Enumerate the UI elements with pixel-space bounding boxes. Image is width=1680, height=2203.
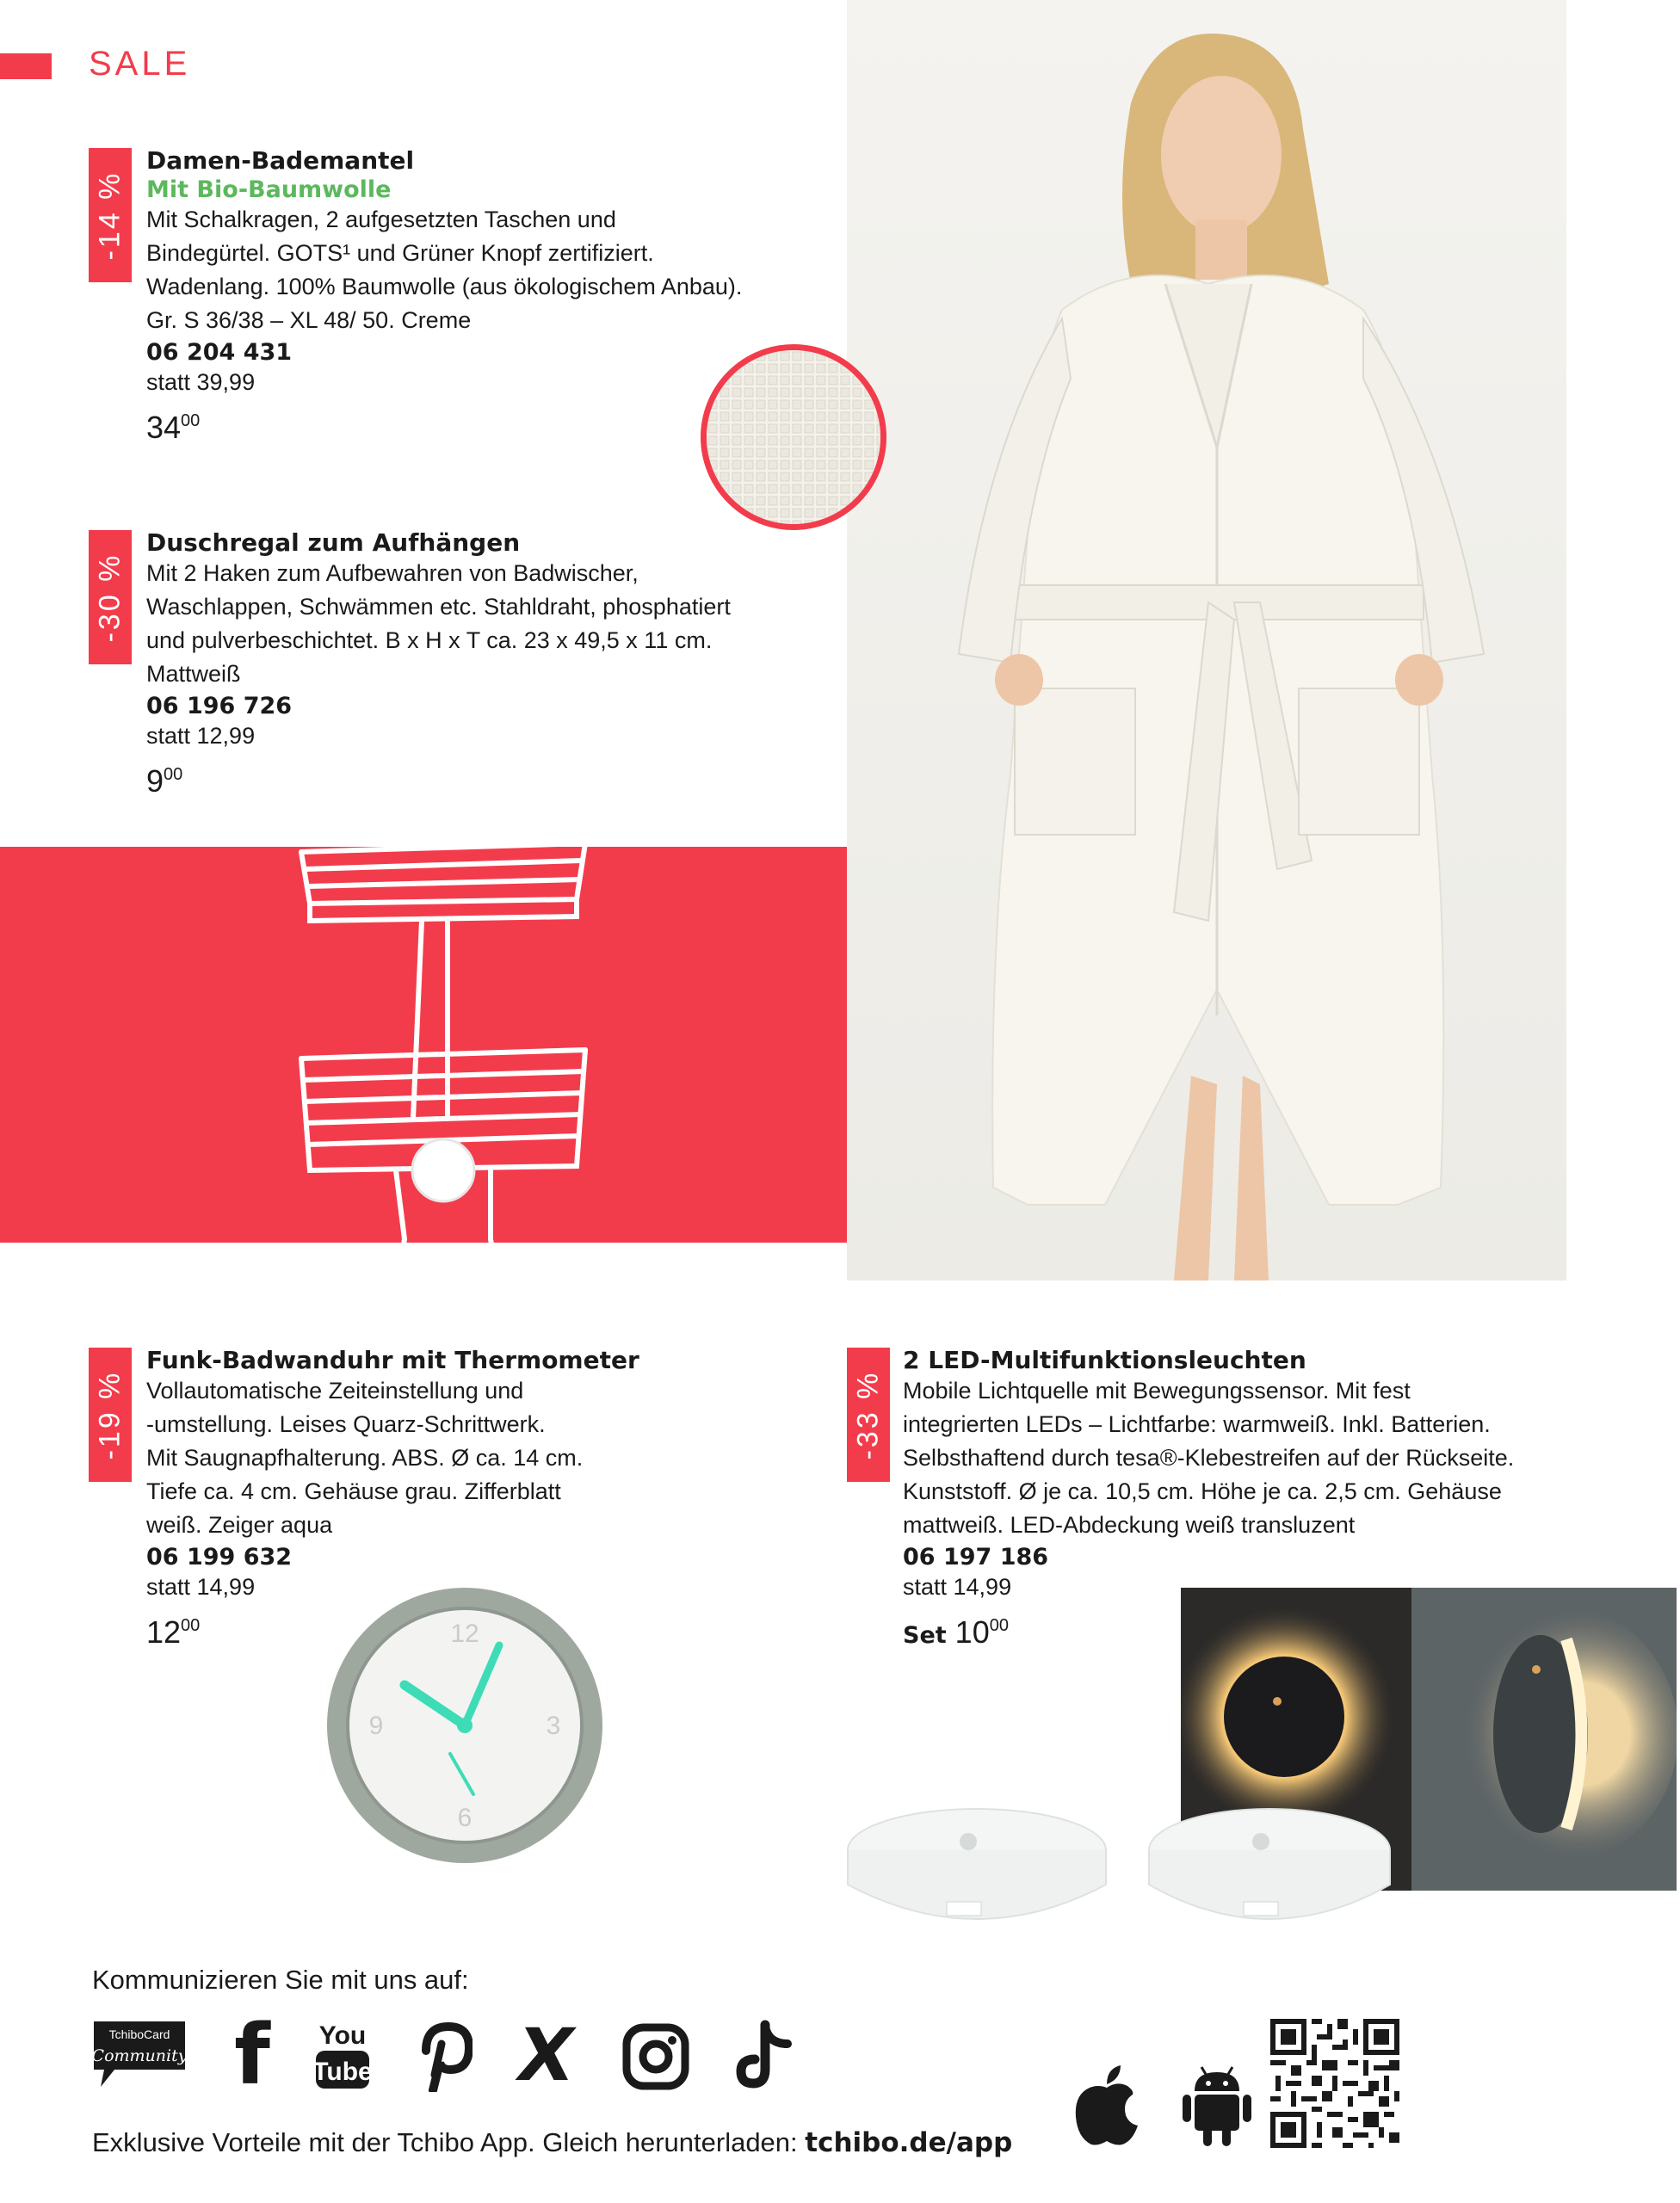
product-title: Funk-Badwanduhr mit Thermometer bbox=[146, 1346, 639, 1374]
social-icons-row bbox=[89, 2009, 1053, 2104]
shower-caddy-image bbox=[284, 688, 611, 1308]
old-price: statt 12,99 bbox=[146, 723, 256, 749]
product-description: Mit Schalkragen, 2 aufgesetzten Taschen und Bindegürtel. GOTS¹ und Grüner Knopf zertifiziert. Wadenlang. 100% Baumwolle (aus ökologischem Anbau). Gr. S 36/38 – XL 48/ 50. Creme bbox=[146, 207, 743, 333]
product-title: 2 LED-Multifunktionsleuchten bbox=[903, 1346, 1306, 1374]
discount-badge: -30 % bbox=[89, 530, 132, 664]
svg-text:9: 9 bbox=[368, 1712, 384, 1740]
product-subtitle: Mit Bio-Baumwolle bbox=[146, 176, 392, 203]
discount-badge: -33 % bbox=[847, 1348, 890, 1482]
product-title: Damen-Bademantel bbox=[146, 146, 415, 175]
svg-text:Community: Community bbox=[91, 2046, 188, 2065]
price: $12^{00}$ bbox=[146, 1614, 201, 1650]
svg-text:Tube: Tube bbox=[314, 2058, 371, 2086]
wall-clock-image bbox=[323, 1583, 607, 1867]
discount-badge: -19 % bbox=[89, 1348, 132, 1482]
communicate-heading: Kommunizieren Sie mit uns auf: bbox=[92, 1965, 469, 1995]
app-link[interactable]: tchibo.de/app bbox=[805, 2127, 1013, 2158]
tiktok-icon[interactable] bbox=[734, 2020, 794, 2092]
xing-icon[interactable]: X bbox=[510, 2013, 582, 2097]
sale-accent-bar bbox=[0, 53, 52, 79]
article-number: 06 204 431 bbox=[146, 339, 293, 366]
product-description: Mobile Lichtquelle mit Bewegungssensor. Mit fest integrierten LEDs – Lichtfarbe: warmweiß. Inkl. Batterien. Selbsthaftend durch tesa®-Klebestreifen auf der Rückseite. Kunststoff. Ø je ca. 10,5 cm. Höhe je ca. 2,5 cm. Gehäuse mattweiß. LED-Abdeckung weiß transluzent bbox=[903, 1378, 1515, 1538]
pinterest-icon[interactable] bbox=[416, 2021, 472, 2092]
old-price: statt 14,99 bbox=[146, 1574, 256, 1600]
svg-text:TchiboCard: TchiboCard bbox=[108, 2027, 170, 2041]
facebook-icon[interactable]: f bbox=[234, 2007, 270, 2103]
bathrobe-photo bbox=[847, 0, 1566, 1280]
product-bademantel bbox=[146, 146, 800, 446]
apple-icon[interactable] bbox=[1072, 2064, 1141, 2146]
qr-code[interactable] bbox=[1270, 2019, 1399, 2148]
led-light-photo-side bbox=[1411, 1588, 1677, 1891]
old-price: statt 14,99 bbox=[903, 1574, 1012, 1600]
svg-text:3: 3 bbox=[546, 1712, 561, 1740]
led-lights-product-image bbox=[839, 1790, 1399, 1962]
svg-text:6: 6 bbox=[457, 1804, 472, 1832]
sale-heading: SALE bbox=[89, 45, 191, 83]
tchibocard-community-icon[interactable] bbox=[89, 2018, 190, 2092]
android-icon[interactable] bbox=[1179, 2062, 1255, 2148]
price: Set $10^{00}$ bbox=[903, 1614, 1009, 1650]
instagram-icon[interactable] bbox=[622, 2023, 689, 2090]
price: $34^{00}$ bbox=[146, 410, 201, 445]
product-description: Vollautomatische Zeiteinstellung und -umstellung. Leises Quarz-Schrittwerk. Mit Saugnapfhalterung. ABS. Ø ca. 14 cm. Tiefe ca. 4 cm. Gehäuse grau. Zifferblatt weiß. Zeiger aqua bbox=[146, 1378, 584, 1538]
article-number: 06 199 632 bbox=[146, 1544, 293, 1570]
price: $9^{00}$ bbox=[146, 763, 183, 799]
old-price: statt 39,99 bbox=[146, 369, 256, 395]
product-description: Mit 2 Haken zum Aufbewahren von Badwischer, Waschlappen, Schwämmen etc. Stahldraht, phosphatiert und pulverbeschichtet. B x H x T ca. 23 x 49,5 x 11 cm. Mattweiß bbox=[146, 560, 731, 687]
youtube-icon[interactable] bbox=[314, 2016, 371, 2094]
discount-badge: -14 % bbox=[89, 148, 132, 282]
svg-text:12: 12 bbox=[450, 1620, 479, 1648]
article-number: 06 197 186 bbox=[903, 1544, 1049, 1570]
app-download-text: Exklusive Vorteile mit der Tchibo App. Gleich herunterladen: tchibo.de/app bbox=[92, 2127, 1013, 2158]
svg-text:You: You bbox=[318, 2021, 367, 2050]
product-title: Duschregal zum Aufhängen bbox=[146, 528, 521, 557]
article-number: 06 196 726 bbox=[146, 693, 293, 719]
